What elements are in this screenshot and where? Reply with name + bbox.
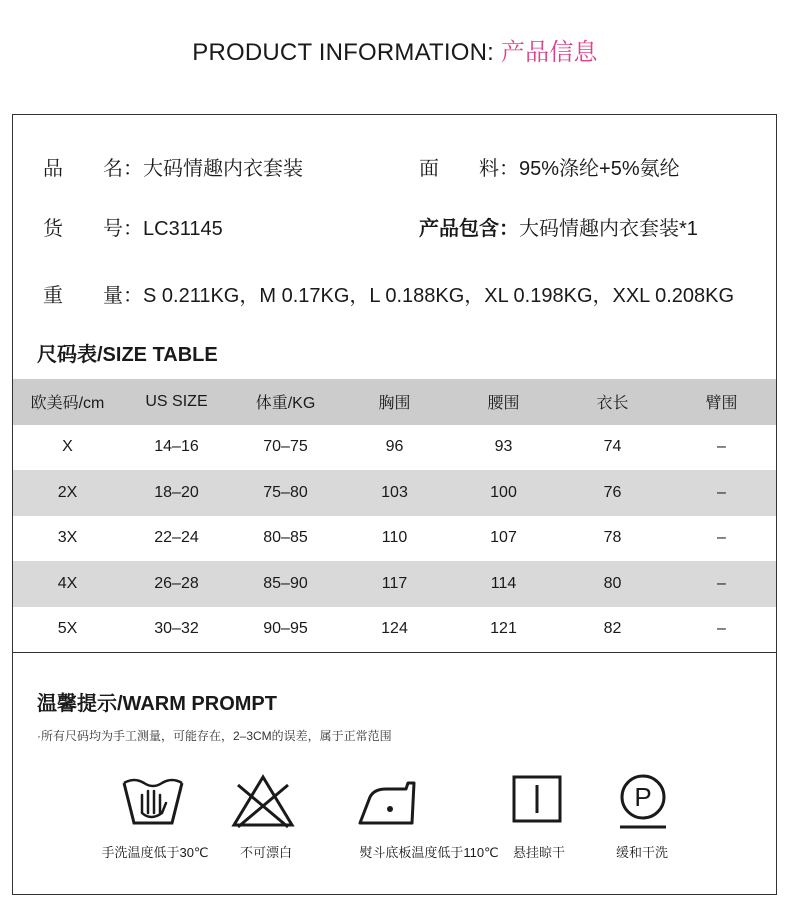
sku-label: 货 号： [43, 218, 143, 240]
table-cell: 5X [57, 620, 78, 638]
table-cell: 70–75 [263, 438, 308, 456]
info-sku-row [43, 212, 223, 241]
weight-value: S 0.211KG，M 0.17KG，L 0.188KG，XL 0.198KG，XXL 0.208KG [143, 285, 735, 307]
size-table [13, 379, 776, 652]
table-cell: – [717, 483, 726, 501]
table-row [13, 516, 776, 562]
table-cell: 114 [490, 574, 517, 592]
col-header: 腰围 [487, 395, 520, 413]
package-value: 大码情趣内衣套装*1 [519, 218, 698, 240]
info-fabric-row [419, 152, 680, 181]
table-row [13, 607, 776, 653]
table-cell: – [717, 574, 726, 592]
weight-label: 重 量： [43, 285, 143, 307]
name-label: 品 名： [43, 158, 143, 180]
col-header: 臂围 [705, 395, 738, 413]
size-table-title: 尺码表/SIZE TABLE [37, 344, 218, 366]
table-cell: 100 [490, 483, 517, 501]
col-header: 胸围 [378, 395, 411, 413]
col-header: 体重/KG [255, 395, 316, 413]
table-cell: 110 [381, 529, 408, 547]
table-cell: 74 [603, 438, 622, 456]
product-info-panel [12, 114, 777, 895]
fabric-label: 面 料： [419, 158, 519, 180]
table-cell: 14–16 [154, 438, 199, 456]
info-package-row [419, 212, 698, 241]
table-cell: 80 [603, 574, 622, 592]
table-cell: 124 [381, 620, 408, 638]
table-cell: 2X [57, 483, 78, 501]
table-cell: – [717, 529, 726, 547]
table-cell: 117 [381, 574, 408, 592]
table-cell: 93 [494, 438, 513, 456]
table-cell: 78 [603, 529, 622, 547]
table-header-row [13, 379, 776, 425]
section-divider [13, 652, 776, 653]
care-label: 手洗温度低于30℃ [101, 845, 209, 860]
iron-icon [329, 773, 449, 829]
table-cell: 80–85 [263, 529, 308, 547]
table-cell: 3X [57, 529, 78, 547]
table-cell: 76 [603, 483, 622, 501]
name-value: 大码情趣内衣套装 [143, 158, 303, 180]
col-header: 衣长 [596, 395, 629, 413]
table-cell: 26–28 [154, 574, 199, 592]
col-header: US SIZE [145, 392, 208, 410]
hand-wash-icon [93, 773, 213, 829]
table-row [13, 561, 776, 607]
fabric-value: 95%涤纶+5%氨纶 [519, 158, 680, 180]
care-label: 悬挂晾干 [512, 845, 565, 860]
warm-prompt-title: 温馨提示/WARM PROMPT [37, 693, 277, 715]
info-weight-row [43, 279, 734, 308]
table-cell: 121 [490, 620, 517, 638]
svg-text:P: P [634, 782, 652, 812]
table-cell: 103 [381, 483, 408, 501]
table-cell: 4X [57, 574, 78, 592]
table-cell: 22–24 [154, 529, 199, 547]
table-cell: 85–90 [263, 574, 308, 592]
hang-dry-icon [477, 773, 597, 829]
col-header: 欧美码/cm [30, 395, 105, 413]
table-cell: 18–20 [154, 483, 199, 501]
table-cell: – [717, 438, 726, 456]
title-en: PRODUCT INFORMATION: [192, 39, 495, 66]
table-cell: 30–32 [154, 620, 199, 638]
care-label: 缓和干洗 [615, 845, 668, 860]
measurement-note: ·所有尺码均为手工测量，可能存在，2–3CM的误差，属于正常范围 [37, 729, 392, 743]
sku-value: LC31145 [143, 218, 223, 240]
no-bleach-icon [203, 773, 323, 829]
title-cn: 产品信息 [500, 39, 598, 66]
page-title [0, 32, 790, 67]
table-cell: 90–95 [263, 620, 308, 638]
table-cell: – [717, 620, 726, 638]
table-row [13, 425, 776, 471]
table-cell: 107 [490, 529, 517, 547]
dry-clean-p-icon [583, 773, 703, 831]
care-label: 不可漂白 [239, 845, 292, 860]
care-label: 熨斗底板温度低于110℃ [359, 845, 499, 860]
table-cell: X [62, 438, 73, 456]
table-cell: 96 [385, 438, 404, 456]
package-label: 产品包含： [419, 218, 519, 240]
table-row [13, 470, 776, 516]
info-name-row [43, 152, 303, 181]
table-cell: 82 [603, 620, 622, 638]
table-cell: 75–80 [263, 483, 308, 501]
